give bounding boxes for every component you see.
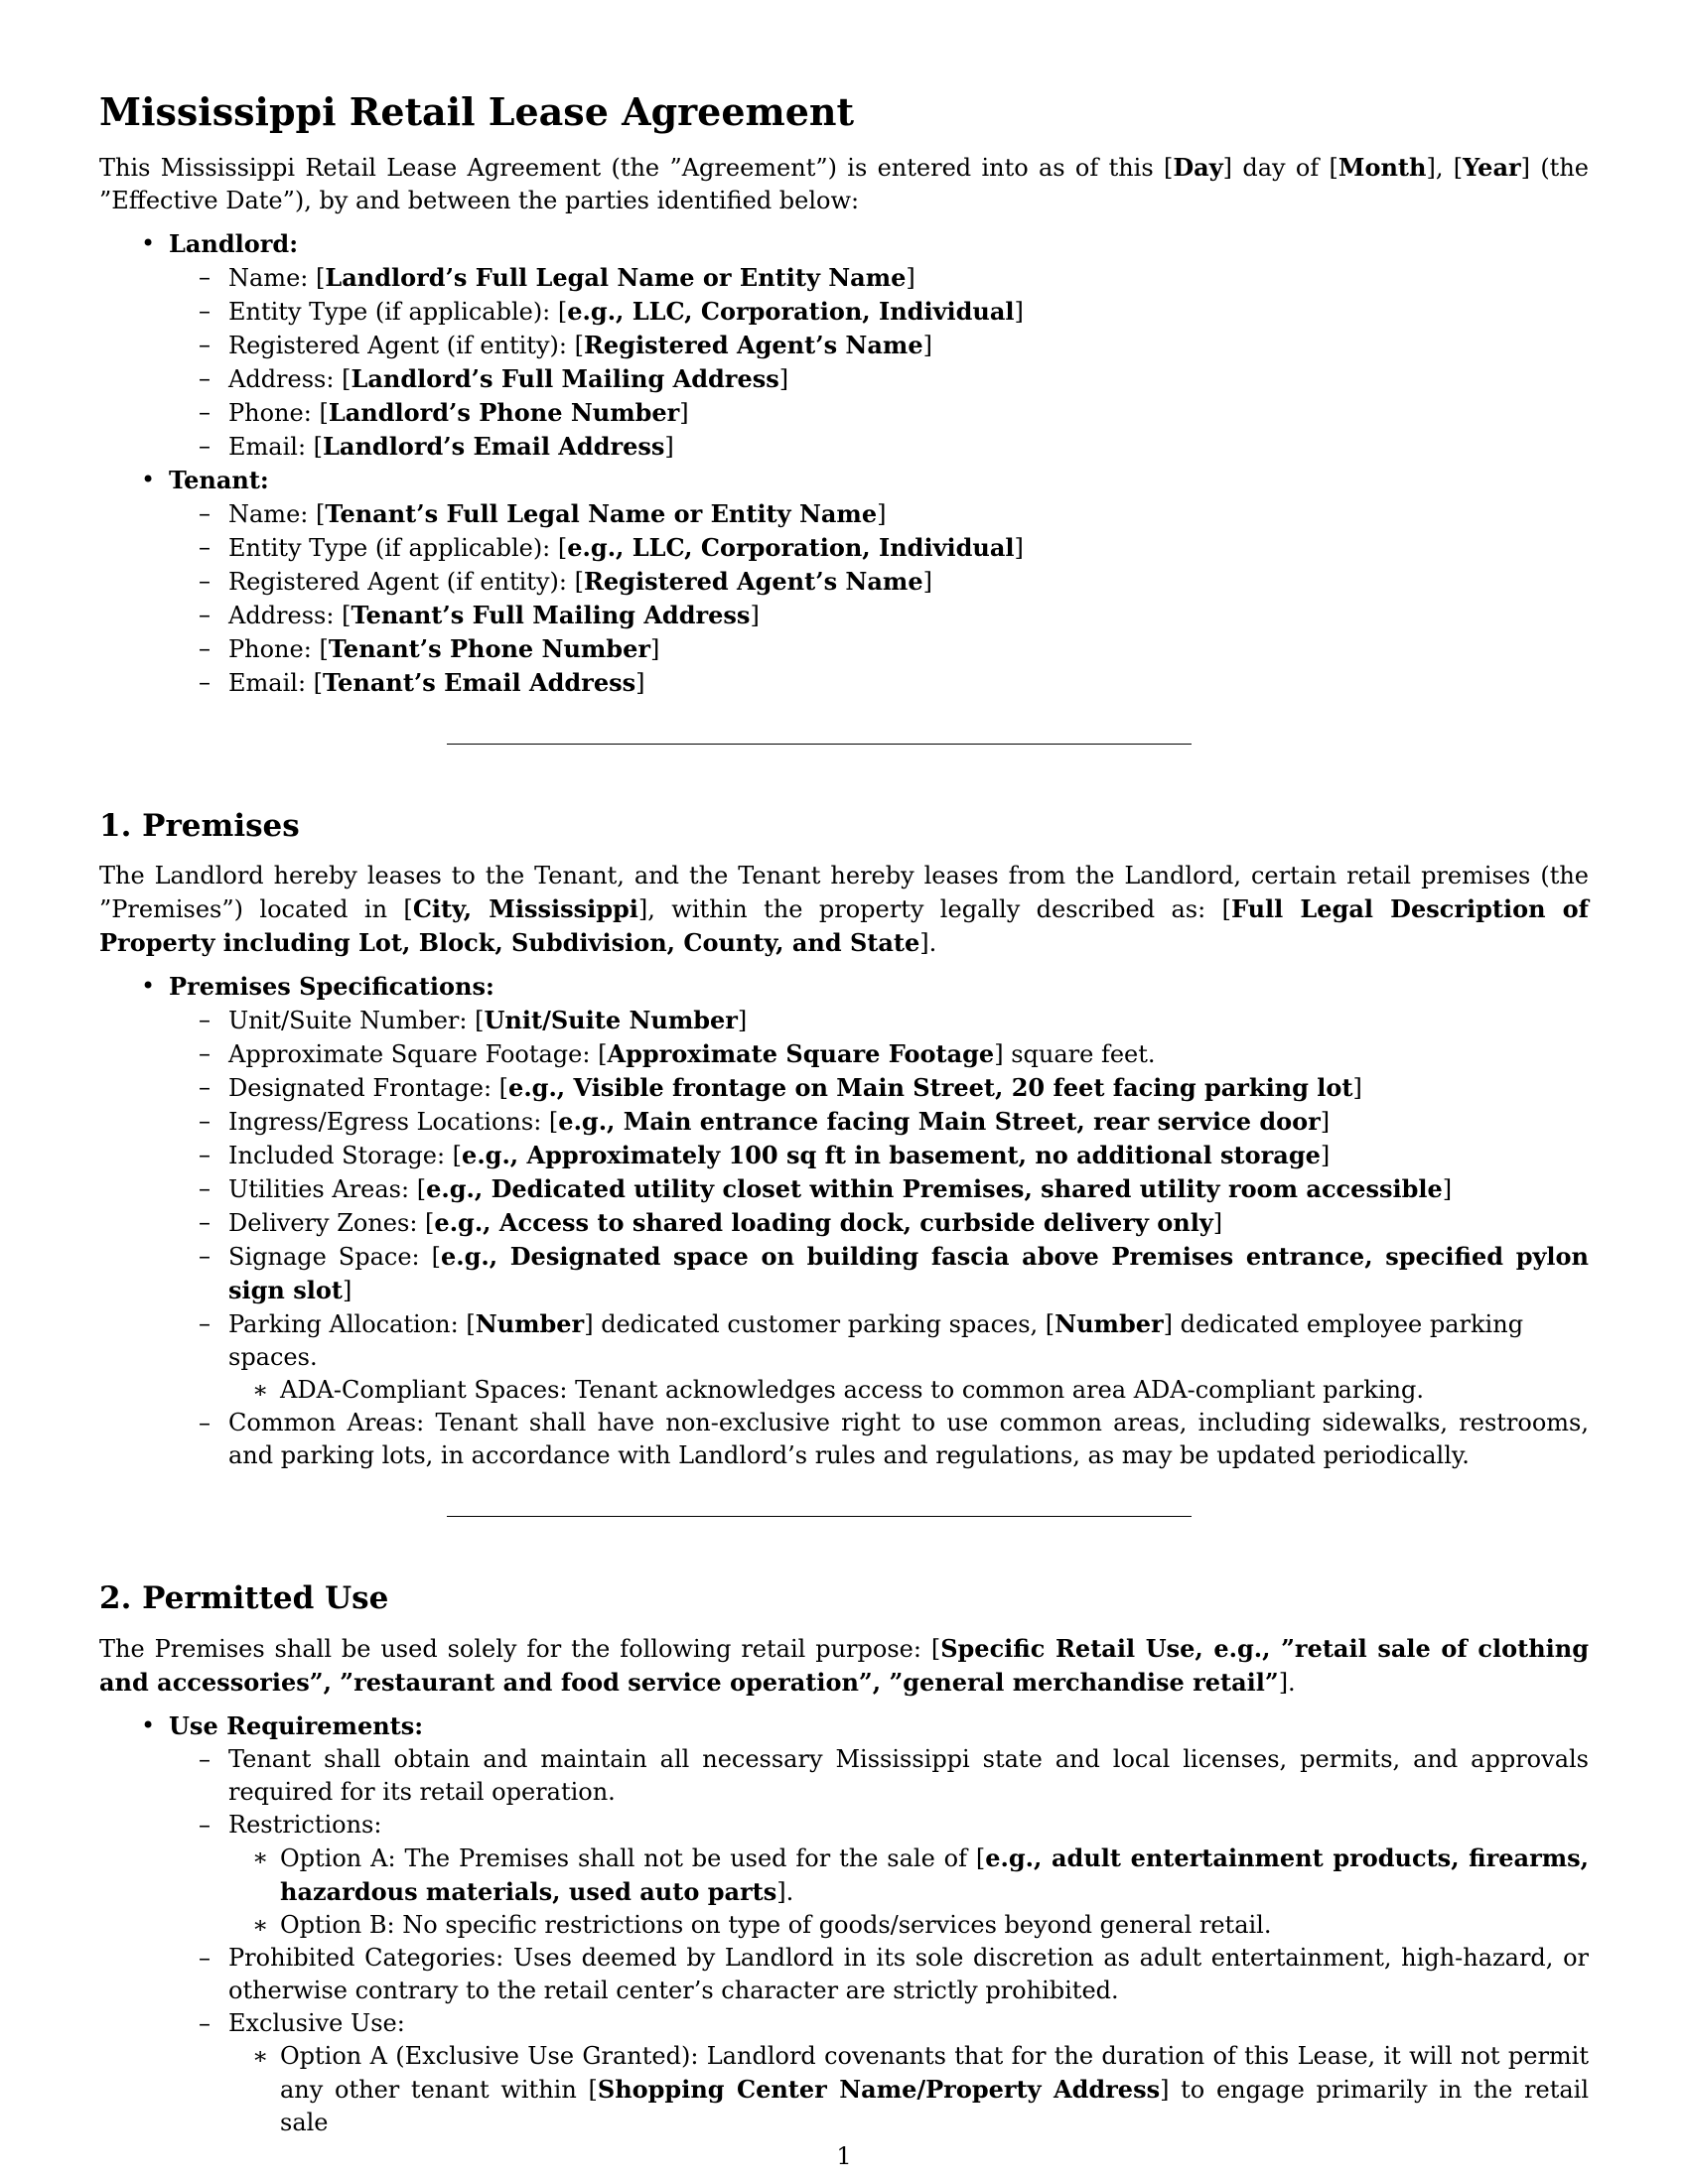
field-value: Tenant’s Email Address <box>323 668 636 697</box>
city-placeholder: City, Mississippi <box>412 894 638 923</box>
field-label: Address: <box>228 602 343 629</box>
landlord-field: – Registered Agent (if entity): [Registered Agent’s Name] <box>228 329 1589 362</box>
field-label: Entity Type (if applicable): <box>228 534 558 562</box>
premises-paragraph <box>99 860 1589 960</box>
spec-value: e.g., Access to shared loading dock, curbside delivery only <box>434 1208 1213 1237</box>
tenant-field: – Address: [Tenant’s Full Mailing Address] <box>228 599 1589 632</box>
spec-value: Approximate Square Footage <box>607 1039 995 1068</box>
section-heading-premises: 1. Premises <box>99 808 300 844</box>
landlord-field: – Address: [Landlord’s Full Mailing Address] <box>228 362 1589 396</box>
premises-list <box>99 970 1589 1472</box>
section-divider <box>447 1516 1192 1517</box>
field-value: Tenant’s Phone Number <box>328 634 650 663</box>
year-placeholder: Year <box>1463 153 1521 182</box>
requirements-label: Use Requirements: <box>169 1711 424 1740</box>
landlord-field: – Name: [Landlord’s Full Legal Name or Entity Name] <box>228 261 1589 295</box>
field-label: Address: <box>228 365 343 393</box>
option-b-item: ∗ Option B: No specific restrictions on type of goods/services beyond general retail. <box>280 1909 1589 1942</box>
tenant-field: – Email: [Tenant’s Email Address] <box>228 666 1589 700</box>
field-value: Registered Agent’s Name <box>583 567 923 596</box>
number-placeholder: Number <box>475 1309 585 1338</box>
spec-item: – Approximate Square Footage: [Approximate Square Footage] square feet. <box>228 1037 1589 1071</box>
intro-paragraph <box>99 151 1589 217</box>
spec-label: Included Storage: <box>228 1142 453 1169</box>
field-label: Phone: <box>228 635 320 663</box>
field-value: Landlord’s Email Address <box>323 432 665 461</box>
restriction-options <box>228 1842 1589 1942</box>
spec-item: – Included Storage: [e.g., Approximately 100 sq ft in basement, no additional storage] <box>228 1139 1589 1172</box>
page-number: 1 <box>836 2142 852 2170</box>
spec-item: – Designated Frontage: [e.g., Visible frontage on Main Street, 20 feet facing parking lot] <box>228 1071 1589 1105</box>
use-text: The Premises shall be used solely for the following retail purpose: [ <box>99 1635 941 1663</box>
spec-label: Delivery Zones: <box>228 1209 426 1237</box>
field-label: Name: <box>228 264 316 292</box>
intro-text: ], [ <box>1426 154 1464 182</box>
parties-list <box>99 227 1589 700</box>
prohibited-item: – Prohibited Categories: Uses deemed by Landlord in its sole discretion as adult entertainment, high-hazard, or otherwise contrary to the retail center’s character are strictly prohibited. <box>228 1942 1589 2007</box>
spec-item: – Ingress/Egress Locations: [e.g., Main entrance facing Main Street, rear service door] <box>228 1105 1589 1139</box>
spec-value: e.g., Visible frontage on Main Street, 20 feet facing parking lot <box>508 1073 1353 1102</box>
spec-value: Unit/Suite Number <box>484 1006 738 1034</box>
premises-specs-item <box>169 970 1589 1472</box>
option-a-item <box>280 1842 1589 1909</box>
spec-item: – Unit/Suite Number: [Unit/Suite Number] <box>228 1004 1589 1037</box>
tenant-field: – Phone: [Tenant’s Phone Number] <box>228 632 1589 666</box>
field-value: Registered Agent’s Name <box>583 331 923 359</box>
spec-item: – Utilities Areas: [e.g., Dedicated utility closet within Premises, shared utility room accessible] <box>228 1172 1589 1206</box>
licenses-item: – Tenant shall obtain and maintain all necessary Mississippi state and local licenses, permits, and approvals required for its retail operation. <box>228 1743 1589 1809</box>
option-text: Option A (Exclusive Use Granted): Landlord covenants that for the duration of this Lease, it will not permit any other tenant within [ <box>280 2042 1589 2104</box>
premises-text: ]. <box>919 929 937 957</box>
field-value: e.g., LLC, Corporation, Individual <box>567 297 1015 326</box>
field-value: e.g., LLC, Corporation, Individual <box>567 533 1015 562</box>
spec-after: square feet. <box>1003 1040 1156 1068</box>
spec-value: e.g., Designated space on building fascia above Premises entrance, specified pylon sign slot <box>228 1242 1589 1304</box>
exclusive-use-item <box>228 2007 1589 2139</box>
tenant-field: – Entity Type (if applicable): [e.g., LLC, Corporation, Individual] <box>228 531 1589 565</box>
spec-value: e.g., Main entrance facing Main Street, rear service door <box>558 1107 1321 1136</box>
tenant-fields <box>169 497 1589 700</box>
day-placeholder: Day <box>1173 153 1223 182</box>
option-value: Shopping Center Name/Property Address <box>597 2075 1161 2104</box>
tenant-label: Tenant: <box>169 466 269 494</box>
month-placeholder: Month <box>1337 153 1427 182</box>
parking-item <box>228 1307 1589 1407</box>
spec-label: Approximate Square Footage: <box>228 1040 599 1068</box>
field-label: Phone: <box>228 399 320 427</box>
field-label: Name: <box>228 500 316 528</box>
field-label: Email: <box>228 433 314 461</box>
landlord-field: – Phone: [Landlord’s Phone Number] <box>228 396 1589 430</box>
landlord-label: Landlord: <box>169 229 299 258</box>
spec-value: e.g., Approximately 100 sq ft in basement, no additional storage <box>462 1141 1321 1169</box>
field-label: Entity Type (if applicable): <box>228 298 558 326</box>
spec-label: Unit/Suite Number: <box>228 1007 476 1034</box>
tenant-field: – Registered Agent (if entity): [Registered Agent’s Name] <box>228 565 1589 599</box>
spec-label: Ingress/Egress Locations: <box>228 1108 549 1136</box>
use-text: ]. <box>1278 1669 1296 1697</box>
spec-item: – Signage Space: [e.g., Designated space on building fascia above Premises entrance, specified pylon sign slot] <box>228 1240 1589 1307</box>
restrictions-item <box>228 1809 1589 1942</box>
exclusive-options <box>228 2040 1589 2139</box>
premises-text: The Landlord hereby leases to the Tenant, and the Tenant hereby leases from the Landlord, certain retail premises (the ”Premises”) located in [ <box>99 862 1589 923</box>
field-value: Landlord’s Full Legal Name or Entity Name <box>325 263 907 292</box>
field-value: Tenant’s Full Legal Name or Entity Name <box>325 499 878 528</box>
specs-label: Premises Specifications: <box>169 972 494 1001</box>
intro-text: This Mississippi Retail Lease Agreement (the ”Agreement”) is entered into as of this [ <box>99 154 1174 182</box>
parking-text: ] dedicated customer parking spaces, [ <box>584 1310 1055 1338</box>
restrictions-label: Restrictions: <box>228 1811 382 1839</box>
section-heading-permitted-use: 2. Permitted Use <box>99 1580 389 1616</box>
option-value: e.g., adult entertainment products, firearms, hazardous materials, used auto parts <box>280 1843 1589 1906</box>
field-value: Landlord’s Full Mailing Address <box>351 364 779 393</box>
legal-description-placeholder: Full Legal Description of Property including Lot, Block, Subdivision, County, and State <box>99 894 1590 957</box>
retail-use-placeholder: Specific Retail Use, e.g., ”retail sale of clothing and accessories”, ”restaurant and food service operation”, ”general merchandise retail” <box>99 1634 1589 1697</box>
document-page <box>99 79 1589 2139</box>
landlord-fields <box>169 261 1589 464</box>
field-value: Landlord’s Phone Number <box>328 398 680 427</box>
premises-specs <box>169 1004 1589 1472</box>
parking-sublist <box>228 1374 1589 1407</box>
spec-label: Utilities Areas: <box>228 1175 417 1203</box>
exclusive-option-a <box>280 2040 1589 2139</box>
landlord-field: – Entity Type (if applicable): [e.g., LLC, Corporation, Individual] <box>228 295 1589 329</box>
ada-item: ∗ ADA-Compliant Spaces: Tenant acknowledges access to common area ADA-compliant parking. <box>280 1374 1589 1407</box>
field-label: Email: <box>228 669 314 697</box>
spec-label: Designated Frontage: <box>228 1074 499 1102</box>
tenant-field: – Name: [Tenant’s Full Legal Name or Entity Name] <box>228 497 1589 531</box>
parking-text: Parking Allocation: [ <box>228 1310 476 1338</box>
field-value: Tenant’s Full Mailing Address <box>351 601 751 629</box>
use-list <box>99 1709 1589 2139</box>
premises-text: ], within the property legally described as: [ <box>637 895 1231 923</box>
intro-text: ] (the ”Effective Date”), by and between the parties identified below: <box>99 154 1589 214</box>
option-text: ] to engage primarily in the retail sale <box>280 2076 1589 2136</box>
parking-text: ] dedicated employee parking spaces. <box>228 1310 1524 1371</box>
landlord-field: – Email: [Landlord’s Email Address] <box>228 430 1589 464</box>
spec-label: Signage Space: <box>228 1243 432 1271</box>
number-placeholder: Number <box>1055 1309 1164 1338</box>
spec-item: – Delivery Zones: [e.g., Access to shared loading dock, curbside delivery only] <box>228 1206 1589 1240</box>
use-requirements <box>169 1743 1589 2139</box>
exclusive-label: Exclusive Use: <box>228 2009 405 2037</box>
use-paragraph <box>99 1632 1589 1700</box>
option-text: Option A: The Premises shall not be used for the sale of [ <box>280 1844 986 1872</box>
intro-text: ] day of [ <box>1222 154 1338 182</box>
document-title: Mississippi Retail Lease Agreement <box>99 89 855 134</box>
spec-value: e.g., Dedicated utility closet within Premises, shared utility room accessible <box>426 1174 1443 1203</box>
section-divider <box>447 744 1192 745</box>
option-text: ]. <box>776 1878 794 1906</box>
landlord-item <box>169 227 1589 464</box>
use-requirements-item <box>169 1709 1589 2139</box>
common-areas-item: – Common Areas: Tenant shall have non-exclusive right to use common areas, including sidewalks, restrooms, and parking lots, in accordance with Landlord’s rules and regulations, as may be updated periodically. <box>228 1407 1589 1472</box>
field-label: Registered Agent (if entity): <box>228 332 575 359</box>
tenant-item <box>169 464 1589 700</box>
field-label: Registered Agent (if entity): <box>228 568 575 596</box>
